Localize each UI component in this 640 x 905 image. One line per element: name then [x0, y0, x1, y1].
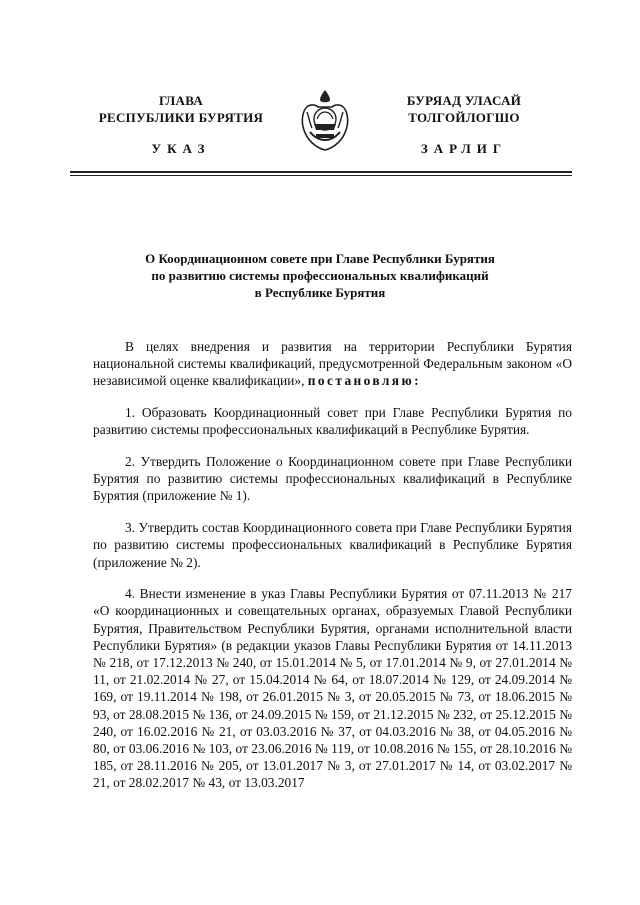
issuer-line-2-bua: ТОЛГОЙЛОГШО	[408, 110, 520, 125]
issuer-line-2: РЕСПУБЛИКИ БУРЯТИЯ	[98, 110, 264, 125]
preamble-text: В целях внедрения и развития на территории Республики Бурятия национальной системы квалификаций, предусмотренной Федеральным законом «О независимой оценке квалификации»,	[93, 339, 572, 389]
document-title	[100, 250, 540, 301]
header-divider-thick	[70, 171, 572, 173]
issuer-title-bua	[364, 92, 564, 126]
issuer-title-ru	[78, 92, 284, 126]
preamble-paragraph	[93, 338, 572, 390]
issuer-line-1-bua: БУРЯАД УЛАСАЙ	[406, 93, 522, 108]
paragraph-4: 4. Внести изменение в указ Главы Республики Бурятия от 07.11.2013 № 217 «О координационных и совещательных органах, образуемых Главой Республики Бурятия, Правительством Республики Бурятия, органами исполнительной власти Республики Бурятия» (в редакции указов Главы Республики Бурятия от 14.11.2013 № 218, от 17.12.2013 № 240, от 15.01.2014 № 5, от 17.01.2014 № 9, от 27.01.2014 № 11, от 21.02.2014 № 27, от 15.04.2014 № 64, от 18.07.2014 № 129, от 24.09.2014 № 169, от 19.11.2014 № 198, от 26.01.2015 № 3, от 20.05.2015 № 73, от 18.06.2015 № 93, от 28.08.2015 № 136, от 24.09.2015 № 159, от 21.12.2015 № 232, от 25.12.2015 № 240, от 16.02.2016 № 21, от 03.03.2016 № 37, от 04.03.2016 № 38, от 04.05.2016 № 80, от 03.06.2016 № 103, от 23.06.2016 № 119, от 10.08.2016 № 155, от 28.10.2016 № 185, от 28.11.2016 № 205, от 13.01.2017 № 3, от 27.01.2017 № 14, от 03.02.2017 № 21, от 28.02.2017 № 43, от 13.03.2017	[93, 586, 572, 791]
decree-label-ru: УКАЗ	[151, 141, 211, 156]
title-line-2: по развитию системы профессиональных квалификаций	[151, 268, 489, 283]
paragraph-3: 3. Утвердить состав Координационного совета при Главе Республики Бурятия по развитию системы профессиональных квалификаций в Республике Бурятия (приложение № 2).	[93, 520, 572, 570]
paragraph-1: 1. Образовать Координационный совет при Главе Республики Бурятия по развитию системы профессиональных квалификаций в Республике Бурятия.	[93, 405, 572, 438]
paragraph-2: 2. Утвердить Положение о Координационном совете при Главе Республики Бурятия по развитию системы профессиональных квалификаций в Республике Бурятия (приложение № 1).	[93, 454, 572, 504]
decree-label-bua: ЗАРЛИГ	[420, 141, 508, 156]
title-line-3: в Республике Бурятия	[254, 285, 386, 300]
title-line-1: О Координационном совете при Главе Республики Бурятия	[145, 251, 495, 266]
coat-of-arms-icon	[298, 88, 352, 152]
decree-word: постановляю:	[307, 373, 421, 389]
issuer-line-1: ГЛАВА	[158, 93, 204, 108]
header-divider-thin	[70, 175, 572, 176]
document-body	[93, 338, 572, 806]
